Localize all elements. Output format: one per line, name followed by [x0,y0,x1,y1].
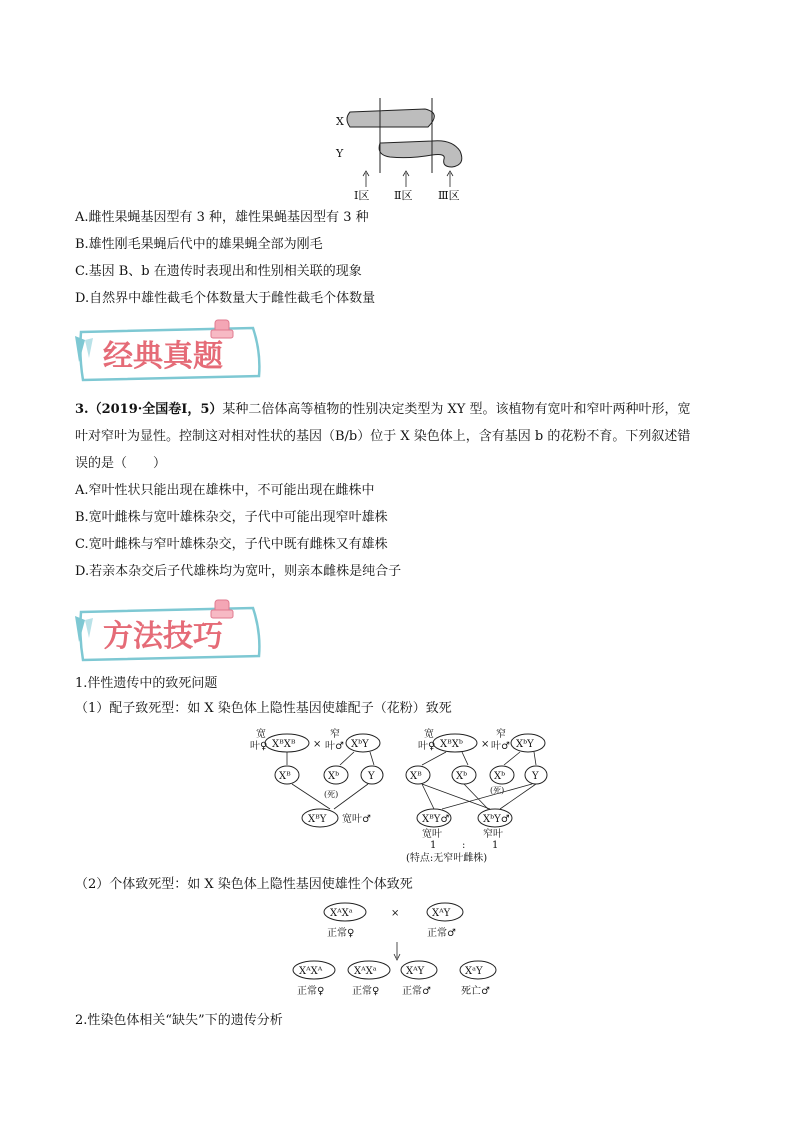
right-ratio-sep: : [462,840,466,851]
right-father-label-1: 窄 [496,729,506,740]
right-dead-label: (死) [490,786,505,795]
right-offspring-2: XᵇY♂ [483,814,510,825]
right-ratio-2: 1 [492,840,499,851]
individual-lethal-diagram [285,900,515,1002]
method-heading-2: 2.性染色体相关“缺失”下的遗传分析 [75,1013,283,1028]
q2-option-c: C.基因 B、b 在遗传时表现出和性别相关联的现象 [75,264,362,279]
left-father-label-2: 叶♂ [325,741,344,752]
right-cross: × [481,739,490,750]
method-heading-1: 1.伴性遗传中的致死问题 [75,676,218,691]
d2-child-label-2: 正常♀ [352,986,380,997]
left-mother-label-1: 宽 [256,729,266,740]
q2-option-b: B.雄性刚毛果蝇后代中的雄果蝇全部为刚毛 [75,237,323,252]
left-dead-label: (死) [324,790,339,799]
q2-option-d: D.自然界中雄性截毛个体数量大于雌性截毛个体数量 [75,291,376,306]
right-offspring-1: XᴮY♂ [422,814,450,825]
banner-method-text: 方法技巧 [103,619,223,654]
q3-stem-line1: 某种二倍体高等植物的性别决定类型为 XY 型。该植物有宽叶和窄叶两种叶形，宽 [222,402,691,417]
method-sub-2: （2）个体致死型：如 X 染色体上隐性基因使雄性个体致死 [75,877,413,892]
left-mother-label-2: 叶♀ [250,741,268,752]
q2-option-a: A.雌性果蝇基因型有 3 种，雄性果蝇基因型有 3 种 [75,210,369,225]
right-gamete-1: Xᴮ [410,771,422,782]
d2-child-label-1: 正常♀ [297,986,325,997]
right-gamete-2: Xᵇ [456,771,468,782]
q3-stem [75,396,720,477]
method-sub-1: （1）配子致死型：如 X 染色体上隐性基因使雄配子（花粉）致死 [75,701,452,716]
right-gamete-3: Xᵇ [494,771,506,782]
d2-child-3: XᴬY [406,966,425,977]
right-gamete-4: Y [532,771,539,782]
q3-option-b: B.宽叶雌株与宽叶雄株杂交，子代中可能出现窄叶雄株 [75,510,388,525]
chromosome-figure [330,95,480,205]
x-label: X [336,115,344,128]
right-mother-label-1: 宽 [424,729,434,740]
right-ratio-1: 1 [430,840,437,851]
d2-cross: × [391,908,400,919]
q3-source: 3.（2019·全国卷Ⅰ，5） [75,402,223,417]
left-gamete-2: Xᵇ [328,771,340,782]
left-offspring: XᴮY [308,814,327,825]
d2-mother: XᴬXᵃ [330,908,353,919]
region-2-label: Ⅱ区 [394,189,413,202]
y-chromosome [379,141,462,167]
left-mother-genotype: XᴮXᴮ [272,739,296,750]
q3-stem-line3: 误的是（ ） [75,456,167,471]
right-father-label-2: 叶♂ [491,741,510,752]
left-father-label-1: 窄 [330,729,340,740]
section-banner-classic [75,318,275,384]
right-note: (特点:无窄叶雌株) [406,853,488,864]
right-offspring-label-2: 窄叶 [483,829,503,840]
q3-option-c: C.宽叶雌株与窄叶雄株杂交，子代中既有雌株又有雄株 [75,537,388,552]
x-chromosome [347,109,434,127]
banner-classic-text: 经典真题 [103,339,223,374]
d2-child-4: XᵃY [465,966,483,977]
right-mother-label-2: 叶♀ [418,741,436,752]
d2-child-1: XᴬXᴬ [299,966,323,977]
d2-child-label-4: 死亡♂ [461,986,490,997]
d2-father-label: 正常♂ [427,928,456,939]
q3-stem-line2: 叶对窄叶为显性。控制这对相对性状的基因（B/b）位于 X 染色体上，含有基因 b 的花粉不育。下列叙述错 [75,429,691,444]
q3-option-d: D.若亲本杂交后子代雄株均为宽叶，则亲本雌株是纯合子 [75,564,402,579]
d2-mother-label: 正常♀ [327,928,355,939]
section-banner-method [75,598,275,664]
d2-child-2: XᴬXᵃ [354,966,377,977]
q3-option-a: A.窄叶性状只能出现在雄株中，不可能出现在雌株中 [75,483,375,498]
gamete-lethal-diagram [250,725,560,865]
right-offspring-label-1: 宽叶 [422,829,442,840]
left-gamete-3: Y [368,771,375,782]
y-label: Y [336,147,344,160]
region-1-label: Ⅰ区 [354,189,370,202]
right-father-genotype: XᵇY [516,739,534,750]
left-father-genotype: XᵇY [351,739,369,750]
region-3-label: Ⅲ区 [438,189,460,202]
d2-father: XᴬY [432,908,451,919]
left-cross: × [313,739,322,750]
d2-child-label-3: 正常♂ [402,986,431,997]
left-offspring-label: 宽叶♂ [342,814,371,825]
right-mother-genotype: XᴮXᵇ [440,739,463,750]
left-gamete-1: Xᴮ [279,771,291,782]
